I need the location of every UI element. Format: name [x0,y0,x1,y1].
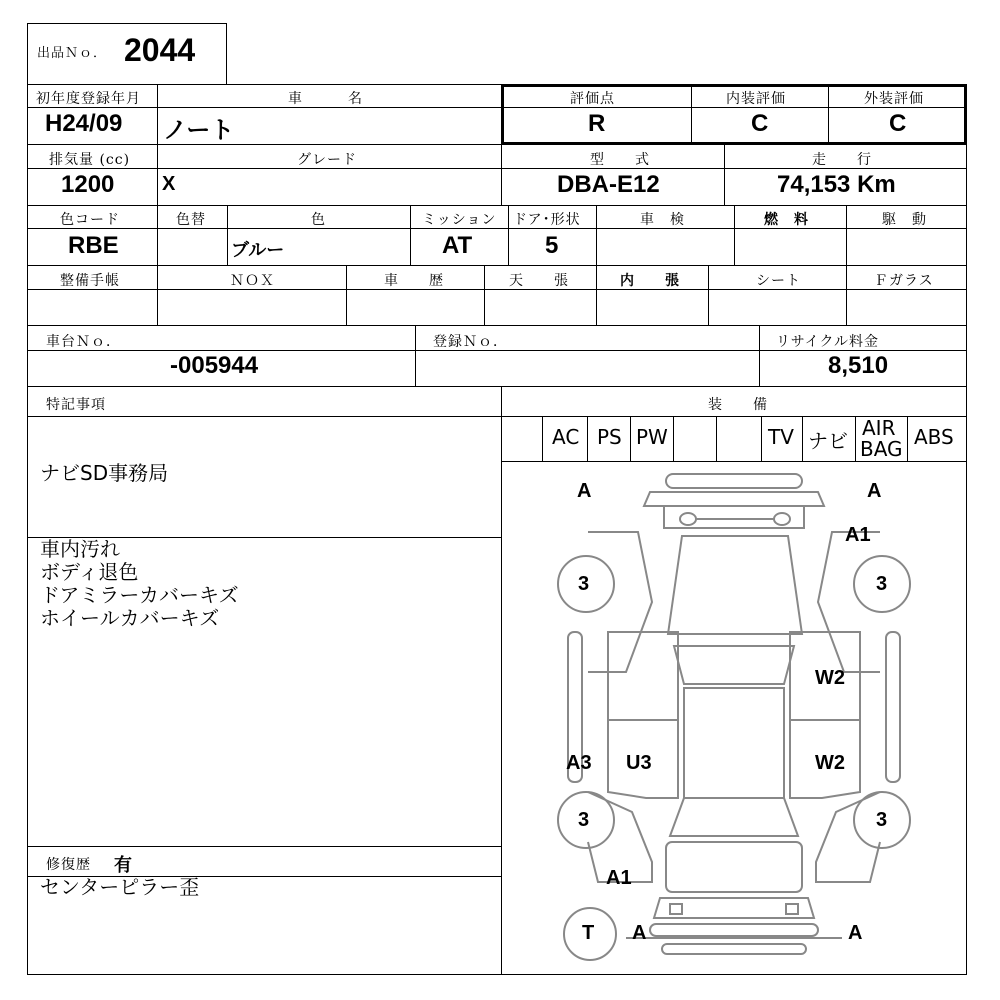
rule [27,205,967,206]
rule [157,265,158,325]
mark-tire-fr: 3 [876,573,888,595]
displacement-value: 1200 [61,171,115,198]
equipment-navi: ナビ [808,429,848,453]
maintenance-label: 整備手帳 [60,273,120,289]
rule [227,205,228,265]
grade-label: グレード [297,152,357,168]
lot-label: 出品Ｎｏ． [37,46,108,61]
equipment-air: AIR [862,416,896,440]
rule [415,325,416,386]
equipment-cell [501,416,543,462]
car-name-label: 車 名 [288,91,363,107]
note-line: 車内汚れ [40,537,120,561]
mark-tire-rr: 3 [876,809,888,831]
mark-rear-right: A [848,922,863,944]
mark-rear-left: A [632,922,647,944]
score-value: R [588,110,606,137]
mark-w2-lower: W2 [815,752,845,774]
rule [27,289,967,290]
mileage-label: 走 行 [812,152,872,168]
inner-label: 内 張 [620,273,680,289]
note-line: ボディ退色 [40,560,139,584]
repair-text: センターピラー歪 [40,875,200,899]
equipment-abs: ABS [914,425,954,449]
mark-tire-rl: 3 [578,809,590,831]
rule [724,144,725,205]
car-diagram [502,462,966,974]
first-reg-label: 初年度登録年月 [36,91,141,107]
recycle-label: リサイクル料金 [776,334,880,350]
mission-label: ミッション [422,212,497,228]
rule [27,846,501,847]
repair-label: 修復歴 [46,857,91,873]
equipment-bag: BAG [860,437,903,461]
mark-spare: T [582,922,595,944]
lot-number: 2044 [124,32,196,68]
exterior-label: 外装評価 [864,91,924,107]
rule [734,205,735,265]
mark-a1-bottom: A1 [606,867,632,889]
rule [157,84,158,144]
history-label: 車 歴 [384,273,444,289]
note-line: ドアミラーカバーキズ [40,583,239,607]
color-label: 色 [311,212,326,228]
fuel-label: 燃 料 [764,212,809,228]
rule [846,205,847,265]
model-label: 型 式 [590,152,650,168]
mark-w2-upper: W2 [815,667,845,689]
chassis-value: -005944 [170,352,259,379]
rule [410,205,411,265]
mark-tire-fl: 3 [578,573,590,595]
mark-front-right: A [867,480,882,502]
special-label: 特記事項 [46,397,106,413]
rule [508,205,509,265]
rule [596,205,597,265]
special-text: ナビSD事務局 [40,461,169,485]
mark-front-left: A [577,480,592,502]
rule [157,144,158,205]
rule [759,325,760,386]
roof-label: 天 張 [509,273,569,289]
interior-label: 内装評価 [726,91,786,107]
color-code-label: 色コード [60,212,120,228]
note-line: ホイールカバーキズ [40,606,220,630]
recycle-value: 8,510 [828,352,889,379]
mileage-value: 74,153 Km [777,171,896,198]
door-label: ドア･形状 [513,212,581,228]
mark-a1-top: A1 [845,524,871,546]
rule [157,205,158,265]
equipment-label: 装 備 [708,397,768,413]
equipment-cell [716,416,762,462]
mark-a3: A3 [566,752,592,774]
chassis-label: 車台Ｎｏ． [46,334,121,350]
mission-value: AT [442,232,473,259]
equipment-ps: PS [597,425,622,449]
door-value: 5 [545,232,559,259]
inspection-label: 車 検 [640,212,685,228]
model-value: DBA-E12 [557,171,660,198]
fglass-label: Ｆガラス [874,273,934,289]
exterior-value: C [889,110,907,137]
rule [27,228,967,229]
equipment-cell [673,416,717,462]
rule [346,265,347,325]
first-reg-value: H24/09 [45,110,123,137]
interior-value: C [751,110,769,137]
rule [27,325,967,326]
equipment-pw: PW [636,425,668,449]
rule [501,144,502,205]
nox-label: ＮＯＸ [230,273,275,289]
color-value: ブルー [231,240,285,260]
equipment-tv: TV [768,425,794,449]
rule [27,386,967,387]
rule [846,265,847,325]
displacement-label: 排気量 (cc) [49,152,131,168]
mark-u3: U3 [626,752,652,774]
repaint-label: 色替 [176,212,206,228]
rule [484,265,485,325]
rule [708,265,709,325]
repair-value: 有 [114,855,132,876]
notes-list [40,538,239,630]
rule [596,265,597,325]
reg-label: 登録Ｎｏ． [433,334,508,350]
rule [27,265,967,266]
equipment-ac: AC [552,425,580,449]
car-name-value: ノート [163,117,235,144]
score-label: 評価点 [570,91,615,107]
drive-label: 駆 動 [882,212,927,228]
color-code-value: RBE [68,232,119,259]
seat-label: シート [756,273,801,289]
grade-value: X [162,173,176,195]
